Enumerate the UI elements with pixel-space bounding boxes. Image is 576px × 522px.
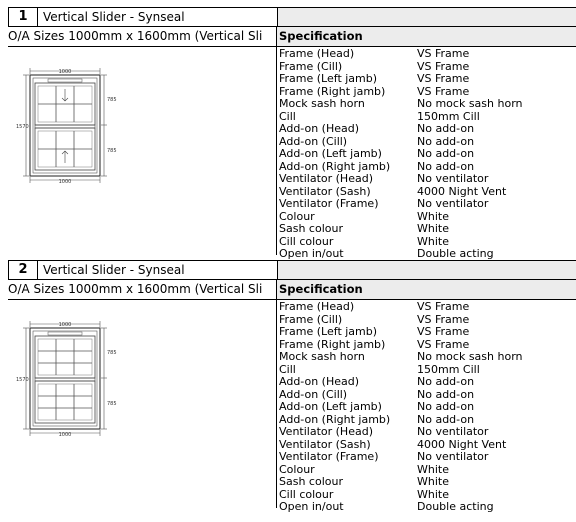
spec-value: No ventilator xyxy=(417,425,489,438)
spec-value: 150mm Cill xyxy=(417,362,480,376)
spec-key: Ventilator (Sash) xyxy=(279,184,371,198)
spec-value: No add-on xyxy=(417,134,475,148)
dim-lower-sash: 785 xyxy=(107,401,117,407)
spec-heading: Specification xyxy=(277,280,576,299)
spec-key: Sash colour xyxy=(279,222,343,235)
spec-value: 150mm Cill xyxy=(417,109,480,123)
spec-value: Double acting xyxy=(417,500,494,513)
spec-value: White xyxy=(417,222,449,235)
window-drawing xyxy=(8,320,128,450)
title-row-filler xyxy=(278,260,576,280)
item-name: Vertical Slider - Synseal xyxy=(38,7,278,27)
spec-list xyxy=(279,301,576,514)
spec-value: No add-on xyxy=(417,159,475,173)
spec-list xyxy=(279,48,576,261)
spec-key: Frame (Right jamb) xyxy=(279,337,386,351)
spec-key: Cill colour xyxy=(279,487,334,501)
spec-value: No add-on xyxy=(417,412,475,426)
spec-key: Add-on (Right jamb) xyxy=(279,412,391,426)
spec-key: Frame (Head) xyxy=(279,300,355,313)
spec-value: VS Frame xyxy=(417,312,470,326)
spec-key: Ventilator (Frame) xyxy=(279,450,379,463)
dim-width: 1000 xyxy=(58,322,72,328)
spec-row xyxy=(279,148,576,161)
spec-key: Colour xyxy=(279,462,315,476)
item-number: 1 xyxy=(8,7,38,27)
spec-value: White xyxy=(417,462,449,476)
spec-key: Add-on (Head) xyxy=(279,122,360,135)
spec-row xyxy=(279,173,576,186)
spec-key: Frame (Cill) xyxy=(279,312,343,326)
spec-value: VS Frame xyxy=(417,337,470,351)
spec-key: Ventilator (Frame) xyxy=(279,197,379,210)
spec-key: Frame (Left jamb) xyxy=(279,72,378,85)
spec-key: Add-on (Cill) xyxy=(279,387,348,401)
spec-row xyxy=(279,123,576,136)
spec-value: No ventilator xyxy=(417,450,489,463)
spec-key: Sash colour xyxy=(279,475,343,488)
spec-key: Add-on (Left jamb) xyxy=(279,400,382,413)
spec-row xyxy=(279,301,576,314)
title-row-filler xyxy=(278,7,576,27)
spec-key: Frame (Right jamb) xyxy=(279,84,386,98)
dim-height: 1570 xyxy=(16,377,29,383)
column-divider xyxy=(276,280,277,508)
spec-row xyxy=(279,376,576,389)
spec-value: No add-on xyxy=(417,122,475,135)
spec-row xyxy=(279,451,576,464)
spec-value: VS Frame xyxy=(417,84,470,98)
dim-lower-sash: 785 xyxy=(107,148,117,154)
item-title-row xyxy=(8,260,576,280)
spec-value: VS Frame xyxy=(417,47,470,60)
spec-key: Mock sash horn xyxy=(279,97,365,110)
spec-value: No ventilator xyxy=(417,197,489,210)
spec-key: Mock sash horn xyxy=(279,350,365,363)
spec-row xyxy=(279,248,576,261)
spec-value: White xyxy=(417,234,449,248)
spec-key: Ventilator (Head) xyxy=(279,425,373,438)
spec-key: Add-on (Head) xyxy=(279,375,360,388)
spec-value: VS Frame xyxy=(417,300,470,313)
spec-value: White xyxy=(417,209,449,223)
spec-key: Open in/out xyxy=(279,247,344,260)
item-size: O/A Sizes 1000mm x 1600mm (Vertical Sli xyxy=(8,282,263,296)
spec-row xyxy=(279,476,576,489)
spec-key: Add-on (Left jamb) xyxy=(279,147,382,160)
spec-value: No add-on xyxy=(417,387,475,401)
spec-value: VS Frame xyxy=(417,325,470,338)
spec-value: No mock sash horn xyxy=(417,350,523,363)
spec-value: VS Frame xyxy=(417,59,470,73)
spec-row xyxy=(279,426,576,439)
spec-key: Open in/out xyxy=(279,500,344,513)
spec-value: No add-on xyxy=(417,375,475,388)
dim-width-bottom: 1000 xyxy=(58,432,72,438)
spec-row xyxy=(279,326,576,339)
spec-value: No mock sash horn xyxy=(417,97,523,110)
spec-row xyxy=(279,73,576,86)
dim-upper-sash: 785 xyxy=(107,97,117,103)
spec-key: Cill xyxy=(279,362,296,376)
spec-key: Add-on (Right jamb) xyxy=(279,159,391,173)
spec-value: 4000 Night Vent xyxy=(417,184,507,198)
spec-key: Frame (Head) xyxy=(279,47,355,60)
spec-key: Add-on (Cill) xyxy=(279,134,348,148)
spec-value: No add-on xyxy=(417,147,475,160)
spec-row xyxy=(279,351,576,364)
spec-heading: Specification xyxy=(277,27,576,46)
spec-value: No add-on xyxy=(417,400,475,413)
item-size: O/A Sizes 1000mm x 1600mm (Vertical Sli xyxy=(8,29,263,43)
column-divider xyxy=(276,27,277,255)
item-name: Vertical Slider - Synseal xyxy=(38,260,278,280)
spec-value: Double acting xyxy=(417,247,494,260)
dim-width: 1000 xyxy=(58,69,72,75)
spec-row xyxy=(279,198,576,211)
item-number: 2 xyxy=(8,260,38,280)
spec-key: Ventilator (Sash) xyxy=(279,437,371,451)
spec-key: Colour xyxy=(279,209,315,223)
dim-width-bottom: 1000 xyxy=(58,179,72,185)
spec-value: VS Frame xyxy=(417,72,470,85)
spec-key: Cill colour xyxy=(279,234,334,248)
spec-value: White xyxy=(417,475,449,488)
spec-key: Cill xyxy=(279,109,296,123)
window-drawing xyxy=(8,67,128,197)
spec-row xyxy=(279,501,576,514)
dim-height: 1570 xyxy=(16,124,29,130)
spec-row xyxy=(279,223,576,236)
spec-row xyxy=(279,401,576,414)
spec-key: Ventilator (Head) xyxy=(279,172,373,185)
spec-value: White xyxy=(417,487,449,501)
item-title-row xyxy=(8,7,576,27)
spec-key: Frame (Left jamb) xyxy=(279,325,378,338)
spec-value: No ventilator xyxy=(417,172,489,185)
dim-upper-sash: 785 xyxy=(107,350,117,356)
spec-value: 4000 Night Vent xyxy=(417,437,507,451)
spec-row xyxy=(279,98,576,111)
spec-key: Frame (Cill) xyxy=(279,59,343,73)
spec-row xyxy=(279,48,576,61)
